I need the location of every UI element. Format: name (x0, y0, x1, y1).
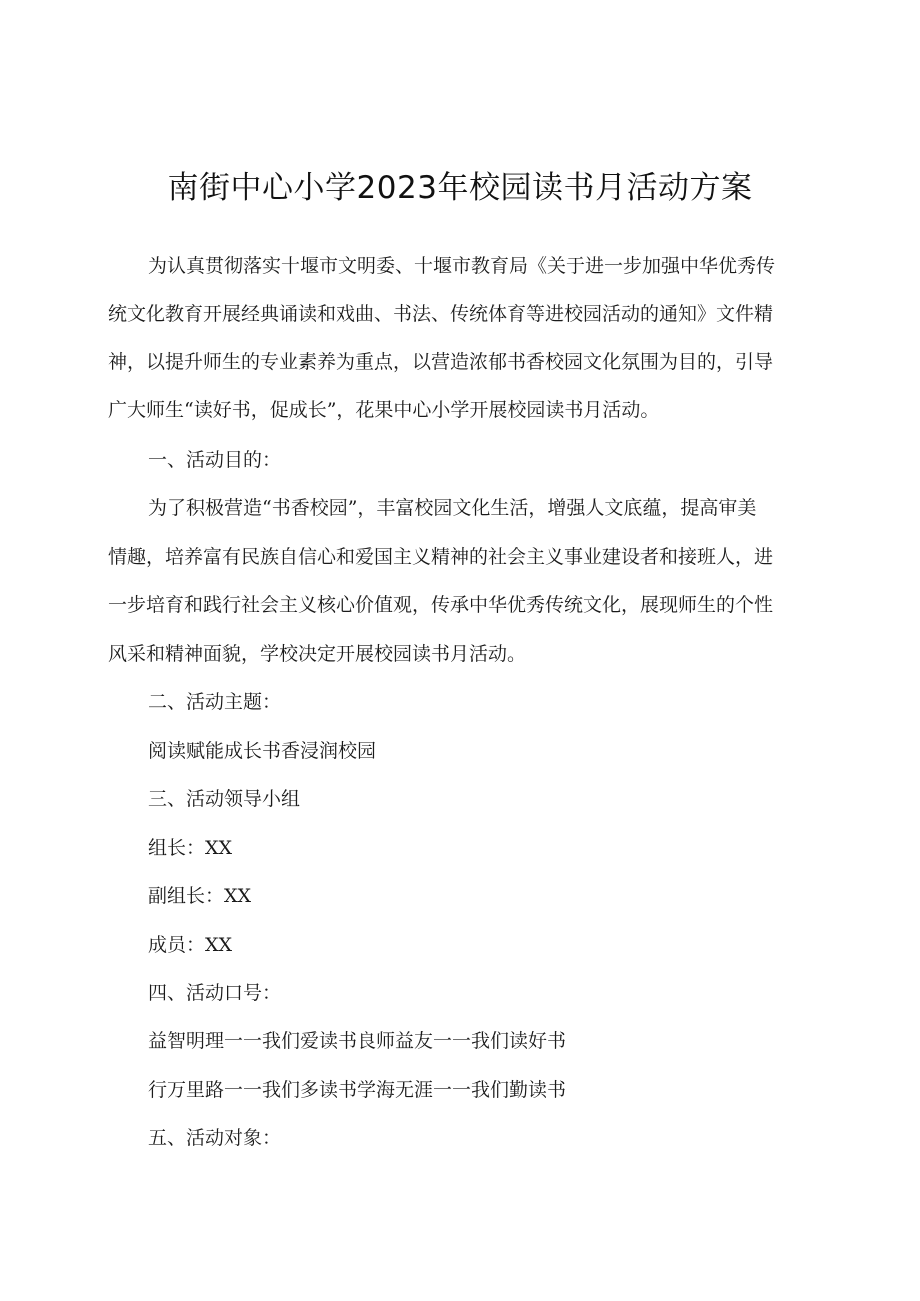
section3-members: 成员：XX (148, 934, 233, 956)
section1-line-2: 情趣，培养富有民族自信心和爱国主义精神的社会主义事业建设者和接班人，进 (108, 546, 774, 568)
intro-line-1: 为认真贯彻落实十堰市文明委、十堰市教育局《关于进一步加强中华优秀传 (148, 255, 776, 277)
intro-line-4: 广大师生“读好书，促成长”，花果中心小学开展校园读书月活动。 (108, 399, 660, 421)
section2-heading: 二、活动主题： (148, 691, 282, 713)
section4-heading: 四、活动口号： (148, 982, 282, 1004)
document-title: 南街中心小学2023年校园读书月活动方案 (167, 170, 753, 206)
section1-line-3: 一步培育和践行社会主义核心价值观，传承中华优秀传统文化，展现师生的个性 (108, 594, 774, 616)
section4-slogan-1: 益智明理一一我们爱读书良师益友一一我们读好书 (148, 1030, 567, 1052)
intro-line-2: 统文化教育开展经典诵读和戏曲、书法、传统体育等进校园活动的通知》文件精 (108, 303, 774, 325)
section3-heading: 三、活动领导小组 (148, 788, 301, 810)
section1-line-1: 为了积极营造“书香校园”，丰富校园文化生活，增强人文底蕴，提高审美 (148, 497, 757, 519)
section1-heading: 一、活动目的： (148, 449, 282, 471)
section3-leader: 组长：XX (148, 837, 233, 859)
section4-slogan-2: 行万里路一一我们多读书学海无涯一一我们勤读书 (148, 1079, 567, 1101)
section3-deputy: 副组长：XX (148, 885, 252, 907)
section5-heading: 五、活动对象： (148, 1127, 282, 1149)
intro-line-3: 神，以提升师生的专业素养为重点，以营造浓郁书香校园文化氛围为目的，引导 (108, 351, 774, 373)
section2-text: 阅读赋能成长书香浸润校园 (148, 740, 377, 762)
section1-line-4: 风采和精神面貌，学校决定开展校园读书月活动。 (108, 643, 527, 665)
